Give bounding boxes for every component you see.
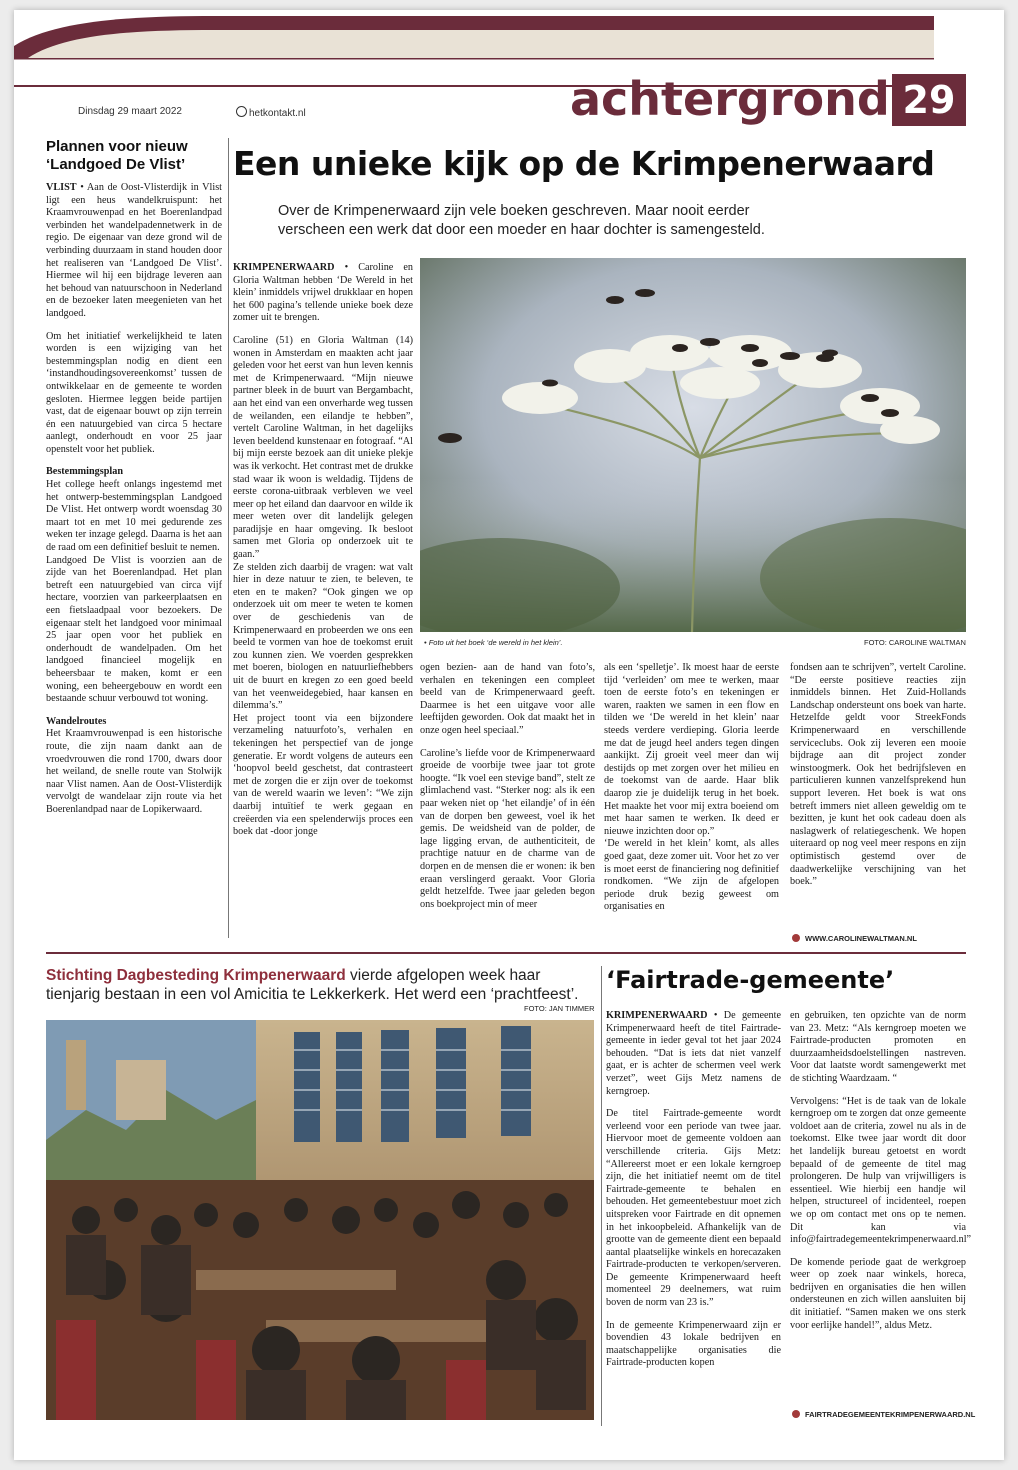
fairtrade-title: ‘Fairtrade-gemeente’: [606, 966, 895, 994]
site-link[interactable]: [236, 106, 306, 119]
umbel-photo-graphic: [420, 258, 966, 632]
article-column-2: [420, 662, 595, 921]
article-paragraph: als een ‘spelletje’. Ik moest haar de eerste tijd ‘verleiden’ om mee te werken, maar toen de eerste foto’s en tekeningen er waren, raakten we samen in een flow en tilden we ‘De wereld in het klein’ naar steeds verdere verdieping. Gloria leerde me dat de jeugd heel anders tegen dingen aankijkt. Zij groeit veel meer dan wij destijds op met zorgen over het milieu en de toekomst van de aarde. Haar blik daarop zie je duidelijk terug in het boek. Het maakte het voor mij extra boeiend om met haar samen te werken. Ik deed er nieuwe inzichten door op.”: [604, 662, 779, 837]
fairtrade-intro-text: • De gemeente Krimpenerwaard heeft de titel Fairtrade-gemeente in ieder geval tot het jaar 2024 behouden. “Dat is iets dat niet vanzelf gaat, er is achter de schermen veel werk verzet”, weet Gijs Metz namens de kerngroep.: [606, 1010, 781, 1097]
section-title: achtergrond: [570, 72, 890, 126]
fairtrade-paragraph: In de gemeente Krimpenerwaard zijn er bovendien 43 lokale bedrijven en maatschappelijke organisaties die Fairtrade-producten kopen: [606, 1319, 781, 1369]
article-intro-text: • Caroline en Gloria Waltman hebben ‘De Wereld in het klein’ inmiddels vrijwel drukklaar en hopen het 600 pagina’s tellende unieke boek deze zomer uit te brengen.: [233, 262, 413, 324]
photo-credit: FOTO: CAROLINE WALTMAN: [864, 638, 966, 647]
fairtrade-paragraph: Vervolgens: “Het is de taak van de lokale kerngroep om te zorgen dat onze gemeente voldoet aan de criteria, zowel nu als in de toekomst. Elke twee jaar wordt dit door het landelijk bureau getoetst en wordt bepaald of de gemeente de titel mag prolongeren. De hulp van vrijwilligers is essentieel. Wie hierbij een handje wil helpen, structureel of incidenteel, roepen we op om contact met ons op te nemen. Dit kan via info@fairtradegemeentekrimpenerwaard.nl”: [790, 1095, 972, 1246]
column-divider: [601, 966, 602, 1426]
fairtrade-paragraph: en gebruiken, ten opzichte van de norm van 23. Metz: “Als kerngroep moeten we Fairtrade-producten promoten en duurzaamheidsdoelstellingen nastreven. Voor dat laatste wordt samengewerkt met de stichting Waardzaam. “: [790, 1010, 966, 1084]
party-photo: [46, 1020, 594, 1420]
sidebar-paragraph: Het Kraamvrouwenpad is een historische route, die zijn naam dankt aan de vroedvrouwen die rond 1700, dwars door het weiland, de snelle route van Stolwijk naar Vlist namen. Aan de Oost-Vlisterdijk vervolgt de wandelaar zijn route via het Boerenlandpad naar de Lopikerwaard.: [46, 728, 222, 815]
article-intro: [233, 262, 413, 325]
site-label: hetkontakt.nl: [249, 108, 306, 119]
fairtrade-column-2: [790, 1010, 972, 1342]
article-column-1: [233, 262, 413, 849]
subheading: Bestemmingsplan: [46, 466, 123, 478]
sidebar-paragraph: Om het initiatief werkelijkheid te laten worden is een wijziging van het bestemmingsplan nodig en dient een ‘instandhoudingsovereenkomst’ tussen de ontwikkelaar en de gemeente te worden gesloten. Hiermee leggen beide partijen vast, dat de eigenaar bouwt op zijn terrein én een natuurgebied van circa 5 hectare aanlegt, onderhoudt en voor 25 jaar openstelt voor het publiek.: [46, 330, 222, 455]
article-column-3: [604, 662, 779, 924]
article-paragraph: fondsen aan te schrijven”, vertelt Caroline. “De eerste positieve reacties zijn inmiddels binnen. Het Zuid-Hollands Landschap ondersteunt ons boek van harte. Hetzelfde geldt voor StreekFonds Krimpenerwaard en verschillende serviceclubs. Ook zij leveren een mooie bijdrage aan dit project zonder winstoogmerk. Ook het bedrijfsleven en particulieren kunnen vanzelfsprekend hun support leveren. Het boek is wat ons betreft immers niet alleen geweldig om te bezitten, je kunt het ook cadeau doen als naslagwerk of relatiegeschenk. We hopen uiteraard op nog veel meer respons en zijn optimistisch gestemd over de daadwerkelijke verschijning van het boek.”: [790, 662, 966, 888]
newspaper-page: [14, 10, 1004, 1460]
sidebar-paragraph: Landgoed De Vlist is voorzien aan de zijde van het Boerenlandpad. Het plan betreft een natuurgebied van circa vijf hectare, voorzien van parkeerplaatsen en een fietslaadpaal voor bezoekers. De eigenaar stelt het landgoed voor minimaal 25 jaar open voor het publiek en onderhoudt de wandelpaden. Om het landgoed financieel mogelijk en beheersbaar te maken, komt er een woning, een beheergebouw en wordt een bestaande schuur verbouwd tot woning.: [46, 554, 222, 705]
photo-caption: • Foto uit het boek ‘de wereld in het klein’.: [424, 638, 563, 647]
sidebar-column: [46, 182, 222, 827]
website-label: WWW.CAROLINEWALTMAN.NL: [805, 934, 917, 943]
article-paragraph: Het project toont via een bijzondere verzameling natuurfoto’s, verhalen en tekeningen het perspectief van de jonge generatie. Er wordt volgens de auteurs een ‘hoopvol beeld geschetst, dat contrasteert met de zorgen die er zijn over de toekomst van de wereld waarin we leven’: “We zijn daarbij intuïtief te werk gegaan en creëerden via een spelenderwijs proces een boek dat -door jonge: [233, 712, 413, 838]
article-column-4: [790, 662, 966, 899]
issue-date: Dinsdag 29 maart 2022: [78, 106, 182, 117]
globe-icon: [792, 934, 800, 942]
article-paragraph: ogen bezien- aan de hand van foto’s, verhalen en tekeningen een compleet beeld van de Krimpenerwaard geeft. Daarmee is het een uitgave voor alle leeftijden geworden. Ook dat maakt het in onze ogen heel speciaal.”: [420, 662, 595, 736]
sidebar-intro: [46, 182, 222, 321]
party-photo-graphic: [46, 1020, 594, 1420]
sidebar-intro-text: • Aan de Oost-Vlisterdijk in Vlist ligt een heus wandelkruispunt: het Kraamvrouwenpad en het Boerenlandpad verbinden het wandelpadennetwerk in de regio. De eigenaar van deze grond wil de verbinding duurzaam in stand houden door het realiseren van ‘Landgoed De Vlist’. Hiermee wil hij een bijdrage leveren aan het behoud van natuurschoon in Nederland en de bezoeker laten meegenieten van het landgoed.: [46, 182, 222, 319]
page-number: 29: [892, 74, 966, 126]
article-title: Een unieke kijk op de Krimpenerwaard: [233, 144, 935, 183]
article-paragraph: Ze stelden zich daarbij de vragen: wat valt hier in deze natuur te zien, te beleven, te eten en te maken? “Ook gingen we op onderzoek uit om meer te weten te komen over de geschiedenis van de Krimpenerwaard en probeerden we ons een beeld te vormen van hoe de toekomst eruit zou kunnen zien. We voerden gesprekken met boeren, biologen en natuurliefhebbers uit de buurt en kregen zo een goed beeld van het veenweidegebied, haar kansen en dilemma’s.”: [233, 561, 413, 712]
sidebar-title: Plannen voor nieuw ‘Landgoed De Vlist’: [46, 138, 188, 173]
fairtrade-intro: [606, 1010, 781, 1098]
website-label: FAIRTRADEGEMEENTEKRIMPENERWAARD.NL: [805, 1410, 976, 1419]
article-paragraph: ‘De wereld in het klein’ komt, als alles goed gaat, deze zomer uit. Voor het zo ver is moet eerst de financiering nog definitief rondkomen. “We zijn de afgelopen periode druk bezig geweest om organisaties en: [604, 838, 779, 913]
article-paragraph: Caroline (51) en Gloria Waltman (14) wonen in Amsterdam en maakten acht jaar geleden voor het eerst van hun leven kennis met de Krimpenerwaard. “Mijn nieuwe partner bleek in de buurt van Bergambacht, aan het eind van een onverharde weg tussen de weilanden, een eilandje te hebben”, vertelt Caroline Waltman, in het dagelijks leven beeldend kunstenaar en fotograaf. “Al bij mijn eerste bezoek aan dit unieke plekje was ik verkocht. Het contrast met de drukke stad waar ik woon is weldadig. Tijdens de eerste corona-uitbraak verbleven we veel meer op het eiland dan daarvoor en wilde ik meer weten over dit landelijk gelegen paradijsje en haar omgeving. Ik besloot samen met Gloria op onderzoek uit te gaan.”: [233, 334, 413, 561]
dateline: VLIST: [46, 182, 77, 193]
fairtrade-paragraph: De komende periode gaat de werkgroep weer op zoek naar winkels, horeca, bedrijven en organisaties die hen willen ondersteunen en zich willen aansluiten bij dit initiatief. “Samen maken we ons sterk voor eerlijke handel!”, aldus Metz.: [790, 1256, 966, 1331]
dateline: KRIMPENERWAARD: [233, 262, 335, 273]
globe-icon: [792, 1410, 800, 1418]
globe-icon: [236, 106, 247, 117]
column-divider: [228, 138, 229, 938]
article-paragraph: Caroline’s liefde voor de Krimpenerwaard groeide de voorbije twee jaar tot grote hoogte. “Ik voel een stevige band”, stelt ze glimlachend vast. “Sterker nog: als ik een paar weken niet op ‘het eilandje’ of in één van de dorpen ben geweest, voel ik het gemis. De weidsheid van de polder, de lage ligging ervan, de authenticiteit, de prachtige natuur en de charme van de dorpen en de mensen die er wonen: ik ben eraan verslingerd geraakt. Voor Gloria geldt hetzelfde. Twee jaar geleden begon ons boekproject min of meer: [420, 747, 595, 910]
photo-credit: FOTO: JAN TIMMER: [524, 1004, 595, 1013]
umbel-photo: [420, 258, 966, 632]
caroline-website-link[interactable]: [792, 934, 917, 943]
fairtrade-column-1: [606, 1010, 781, 1380]
stichting-caption: [46, 966, 596, 1004]
section-divider: [46, 952, 966, 954]
subheading: Wandelroutes: [46, 715, 107, 727]
stichting-name: Stichting Dagbesteding Krimpenerwaard: [46, 967, 346, 984]
fairtrade-website-link[interactable]: [792, 1410, 975, 1419]
article-lead: Over de Krimpenerwaard zijn vele boeken geschreven. Maar nooit eerder verscheen een werk dat door een moeder en haar dochter is samengesteld.: [278, 203, 765, 238]
stichting-text: vierde afgelopen week haar tienjarig bestaan in een vol Amicitia te Lekkerkerk. Het werd een ‘prachtfeest’.: [46, 967, 579, 1003]
fairtrade-paragraph: De titel Fairtrade-gemeente wordt verleend voor een periode van twee jaar. Hiervoor moet de gemeente voldoen aan verschillende criteria. Gijs Metz: “Allereerst moet er een lokale kerngroep zijn, die het initiatief neemt om de titel Fairtrade-gemeente te behalen en behouden. Het gemeentebestuur moet zich uitspreken voor Fairtrade en dit opnemen in het inkoopbeleid. Afhankelijk van de grootte van de gemeente dient een bepaald aantal plaatselijke winkels en horecazaken Fairtrade-producten te verkopen/serveren. De gemeente Krimpenerwaard heeft momenteel 29 deelnemers, wat ruim boven de norm van 23 is.”: [606, 1108, 781, 1309]
sidebar-paragraph: Het college heeft onlangs ingestemd met het ontwerp-bestemmingsplan Landgoed De Vlist. Het ontwerp wordt woensdag 30 maart tot en met 10 mei gedurende zes weken ter inzage gelegd. Daarna is het aan de raad om een definitief besluit te nemen.: [46, 479, 222, 554]
dateline: KRIMPENERWAARD: [606, 1010, 708, 1021]
